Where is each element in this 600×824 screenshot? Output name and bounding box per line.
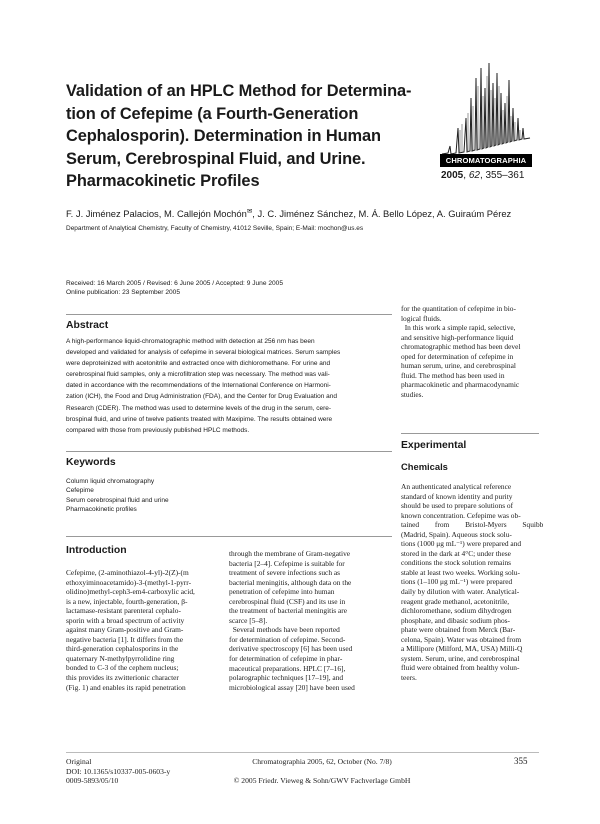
abstract-heading: Abstract [66,320,109,331]
keywords-top-rule [66,451,392,452]
keyword-item: Cefepime [66,487,94,495]
right-column-intro-continued [401,304,539,399]
title-line: Pharmacokinetic Profiles [66,172,260,190]
publication-dates [66,279,283,297]
body-line: oped for determination of cefepime in [401,351,514,361]
footer-rule [66,752,539,753]
intro-line: polarographic techniques [17–19], and [229,673,344,683]
body-line: reagent grade methanol, acetonitrile, [401,596,510,606]
intro-line: derivative spectroscopy [6] has been used [229,644,353,654]
body-line: known concentration. Cefepime was ob- [401,510,521,520]
body-line: pharmacokinetic and pharmacodynamic [401,380,520,390]
affiliation: Department of Analytical Chemistry, Faculty of Chemistry, 41012 Seville, Spain; E-Mail: mochon@us.es [66,225,364,232]
dates-received: Received: 16 March 2005 / Revised: 6 June 2005 / Accepted: 9 June 2005 [66,280,284,287]
body-line: phosphate, and dibasic sodium phos- [401,615,510,625]
introduction-top-rule [66,536,392,537]
keywords-heading: Keywords [66,457,116,468]
intro-line: Cefepime, (2-aminothiazol-4-yl)-2(Z)-(m [66,568,189,577]
body-line: fluid were obtained from healthy volun- [401,663,520,673]
intro-line: quaternary N-methylpyrrolidine ring [66,653,175,663]
intro-line: negative bacteria [1]. It differs from the [66,634,184,644]
issn: 0009-5893/05/10 [66,776,119,785]
body-line: conditions the stock solution remains [401,558,512,568]
intro-line: Several methods have been reported [229,625,340,635]
intro-line: lactamase-resistant parenteral cephalo- [66,606,181,616]
title-line: Validation of an HPLC Method for Determina- [66,82,412,100]
abstract-line: developed and validated for analysis of cefepime in several biological matrices. Serum samples [66,349,341,357]
title-line: Cephalosporin). Determination in Human [66,127,381,145]
introduction-column-2 [229,549,389,692]
intro-line: this provides its zwitterionic character [66,673,179,683]
article-title [66,80,436,193]
dates-online: Online publication: 23 September 2005 [66,289,181,296]
intro-line: third-generation cephalosporins in the [66,644,179,654]
intro-line: bacteria [2–4]. Cefepime is suitable for [229,558,345,568]
body-line: tions (1–100 μg mL⁻¹) were prepared [401,577,513,587]
article-type: Original [66,757,92,766]
body-line: dichloromethane, sodium dihydrogen [401,606,512,616]
abstract-line: brospinal fluid, and urine of twelve patients treated with Maxipime. The results obtained were [66,415,333,423]
body-line: phate were obtained from Merck (Bar- [401,625,516,635]
title-line: tion of Cefepime (a Fourth-Generation [66,104,359,123]
abstract-line: were deproteinized with acetonitrile and extracted once with dichloromethane. For urine and [66,360,331,368]
abstract-line: compared with those from previously published HPLC methods. [66,426,250,434]
introduction-column-1 [66,568,216,692]
intro-line: for determination of cefepime. Second- [229,634,346,644]
body-line: In this work a simple rapid, selective, [401,323,516,333]
chemicals-heading: Chemicals [401,461,448,472]
page-number: 355 [514,756,528,766]
intro-line: penetration of cefepime into human [229,587,335,597]
body-line: studies. [401,389,424,399]
citation-volume: 62 [468,170,480,181]
body-line: and sensitive high-performance liquid [401,332,514,342]
title-line: Serum, Cerebrospinal Fluid, and Urine. [66,149,366,168]
body-line: system. Serum, urine, and cerebrospinal [401,653,520,663]
intro-line: bacterial meningitis, although data on the [229,577,352,587]
footer-left [66,757,170,786]
body-line: tained from Bristol-Myers Squibb [401,520,544,530]
keyword-item: Column liquid chromatography [66,478,155,485]
intro-line: microbiological assay [20] have been used [229,682,355,692]
doi: DOI: 10.1365/s10337-005-0603-y [66,766,171,776]
body-line: standard of known identity and purity [401,491,513,501]
body-line: should be used to prepare solutions of [401,501,514,511]
citation-year: 2005 [441,170,464,181]
body-line: teers. [401,672,417,682]
keyword-item: Pharmacokinetic profiles [66,506,137,514]
intro-line: (Fig. 1) and enables its rapid penetration [66,682,186,692]
intro-line: ethoxyiminoacetamido)-3-(methyl-1-pyrr- [66,577,192,587]
body-line: stable at least two weeks. Working solu- [401,567,520,577]
intro-line: bonded to C-3 of the cephem nucleus; [66,663,179,673]
body-line: chromatographic method has been devel [401,342,521,352]
experimental-top-rule [401,433,539,434]
intro-line: the treatment of bacterial meningitis are [229,606,347,616]
journal-citation: 2005, 62, 355–361 [441,170,525,181]
body-line: daily by dilution with water. Analytical- [401,587,520,597]
body-line: fluid. The method has been used in [401,370,505,380]
body-line: stored in the dark at 4°C; under these [401,548,511,558]
intro-line: maceutical preparations. HPLC [7–16], [229,663,346,673]
abstract-line: cerebrospinal fluid samples, only a microfiltration step was necessary. The method was vali- [66,371,330,379]
intro-line: is a new, injectable, fourth-generation, β- [66,596,188,606]
authors-part-1: F. J. Jiménez Palacios, M. Callejón Mochón [66,208,247,220]
corresponding-author-icon: ✉ [246,208,253,215]
footer-center-line-1: Chromatographia 2005, 62, October (No. 7/8) [252,757,392,766]
body-line: human serum, urine, and cerebrospinal [401,361,516,371]
footer-center-line-2: © 2005 Friedr. Vieweg & Sohn/GWV Fachverlage GmbH [233,776,411,785]
introduction-heading: Introduction [66,545,127,556]
intro-line: cerebrospinal fluid (CSF) and its use in [229,596,346,606]
abstract-body [66,336,392,436]
keyword-item: Serum cerebrospinal fluid and urine [66,496,169,504]
intro-line: for determination of cefepime in phar- [229,654,343,664]
experimental-heading: Experimental [401,440,467,451]
abstract-line: A high-performance liquid-chromatographic method with detection at 256 nm has been [66,338,315,345]
chemicals-body [401,482,544,682]
abstract-line: dated in accordance with the recommendations of the International Conference on Harmoni- [66,382,331,390]
journal-logo-text: CHROMATOGRAPHIA [440,154,532,167]
abstract-line: Research (CDER). The method was used to determine levels of the drug in the serum, cere- [66,404,332,412]
intro-line: treatment of severe infections such as [229,568,341,578]
body-line: An authenticated analytical reference [401,482,512,491]
intro-line: against many Gram-positive and Gram- [66,625,184,635]
author-list [66,207,511,219]
abstract-line: zation (ICH), the Food and Drug Administration (FDA), and the Center for Drug Evaluation and [66,393,337,401]
body-line: a Millipore (Milford, MA, USA) Milli-Q [401,644,523,654]
citation-pages: 355–361 [485,170,525,181]
body-line: for the quantitation of cefepime in bio- [401,304,516,313]
body-line: tions (1000 μg mL⁻¹) were prepared and [401,539,522,549]
intro-line: scarce [5–8]. [229,615,268,625]
intro-line: sporin with a broad spectrum of activity [66,615,185,625]
abstract-top-rule [66,314,392,315]
keywords-list [66,477,169,515]
body-line: celona, Spain). Water was obtained from [401,634,522,644]
body-line: (Madrid, Spain). Aqueous stock solu- [401,529,512,539]
body-line: logical fluids. [401,313,442,323]
intro-line: olidino)methyl-ceph3-em4-carboxylic acid, [66,587,195,597]
intro-line: through the membrane of Gram-negative [229,549,351,558]
authors-part-2: , J. C. Jiménez Sánchez, M. Á. Bello López, A. Guiraúm Pérez [252,208,512,220]
